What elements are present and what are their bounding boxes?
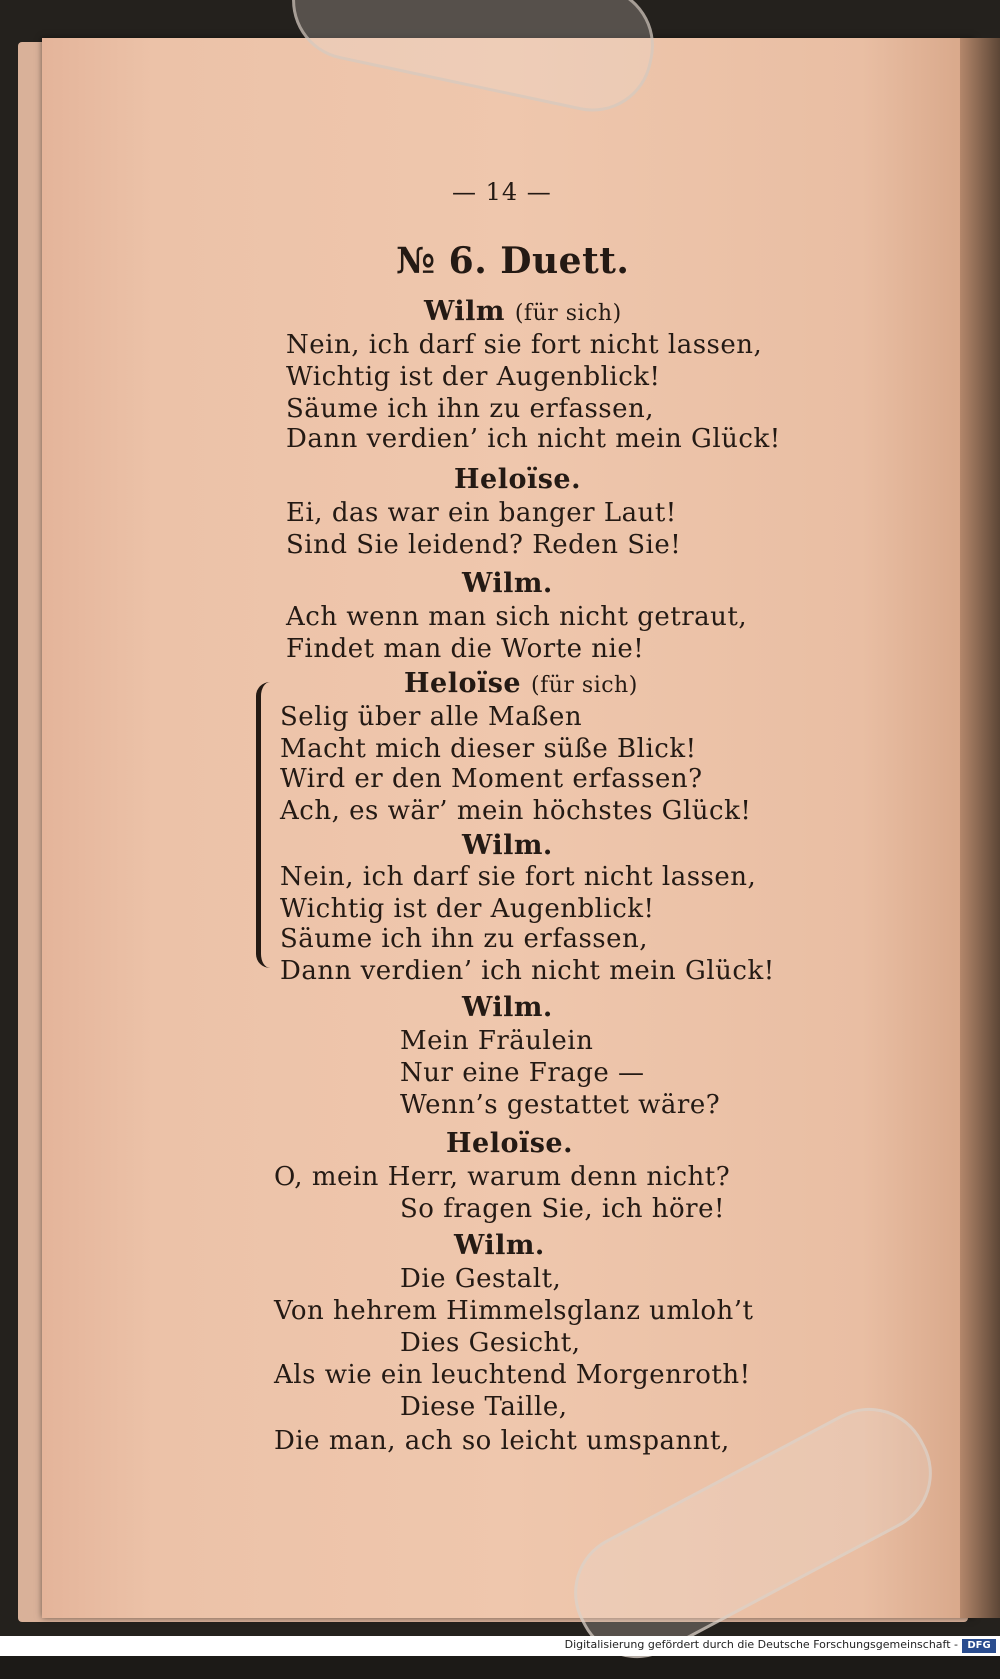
verse-line: Mein Fräulein <box>400 1026 594 1056</box>
verse-line: Dann verdien’ ich nicht mein Glück! <box>280 956 775 986</box>
page-number: — 14 — <box>452 178 552 206</box>
speaker-line <box>404 668 638 699</box>
verse-line: So fragen Sie, ich höre! <box>400 1194 725 1224</box>
verse-line: Die Gestalt, <box>400 1264 562 1294</box>
speaker-line <box>424 296 622 327</box>
speaker-name: Wilm. <box>454 1230 545 1261</box>
dfg-logo: DFG <box>962 1639 996 1653</box>
verse-line: Wichtig ist der Augenblick! <box>280 894 655 924</box>
verse-line: Von hehrem Himmelsglanz umloh’t <box>274 1296 754 1326</box>
verse-line: Ach, es wär’ mein höchstes Glück! <box>280 796 752 826</box>
verse-line: Dies Gesicht, <box>400 1328 581 1358</box>
verse-line: Nein, ich darf sie fort nicht lassen, <box>280 862 757 892</box>
verse-line: Dann verdien’ ich nicht mein Glück! <box>286 424 781 454</box>
speaker-name: Wilm. <box>462 568 553 599</box>
verse-line: Als wie ein leuchtend Morgenroth! <box>274 1360 751 1390</box>
verse-line: Sind Sie leidend? Reden Sie! <box>286 530 682 560</box>
stage-direction: (für sich) <box>531 673 638 698</box>
verse-line: Nein, ich darf sie fort nicht lassen, <box>286 330 763 360</box>
number-heading: № 6. Duett. <box>396 240 630 282</box>
page-gutter-shadow <box>960 38 1000 1618</box>
verse-line: Die man, ach so leicht umspannt, <box>274 1426 730 1456</box>
verse-line: Säume ich ihn zu erfassen, <box>280 924 649 954</box>
curly-brace <box>256 682 273 968</box>
verse-line: Diese Taille, <box>400 1392 568 1422</box>
verse-line: Säume ich ihn zu erfassen, <box>286 394 655 424</box>
verse-line: Macht mich dieser süße Blick! <box>280 734 697 764</box>
funding-credit: Digitalisierung gefördert durch die Deutsche Forschungsgemeinschaft - <box>564 1638 958 1651</box>
speaker-name: Heloïse <box>404 668 522 699</box>
verse-line: Findet man die Worte nie! <box>286 634 645 664</box>
speaker-name: Heloïse. <box>446 1128 573 1159</box>
verse-line: Wenn’s gestattet wäre? <box>400 1090 721 1120</box>
verse-line: Ei, das war ein banger Laut! <box>286 498 677 528</box>
stage-direction: (für sich) <box>514 301 622 326</box>
verse-line: Selig über alle Maßen <box>280 702 583 732</box>
speaker-name: Wilm. <box>462 830 553 861</box>
verse-line: O, mein Herr, warum denn nicht? <box>274 1162 731 1192</box>
verse-line: Ach wenn man sich nicht getraut, <box>286 602 748 632</box>
verse-line: Wichtig ist der Augenblick! <box>286 362 661 392</box>
speaker-name: Wilm <box>424 296 505 327</box>
speaker-name: Heloïse. <box>454 464 581 495</box>
verse-line: Nur eine Frage — <box>400 1058 645 1088</box>
speaker-name: Wilm. <box>462 992 553 1023</box>
verse-line: Wird er den Moment erfassen? <box>280 764 703 794</box>
